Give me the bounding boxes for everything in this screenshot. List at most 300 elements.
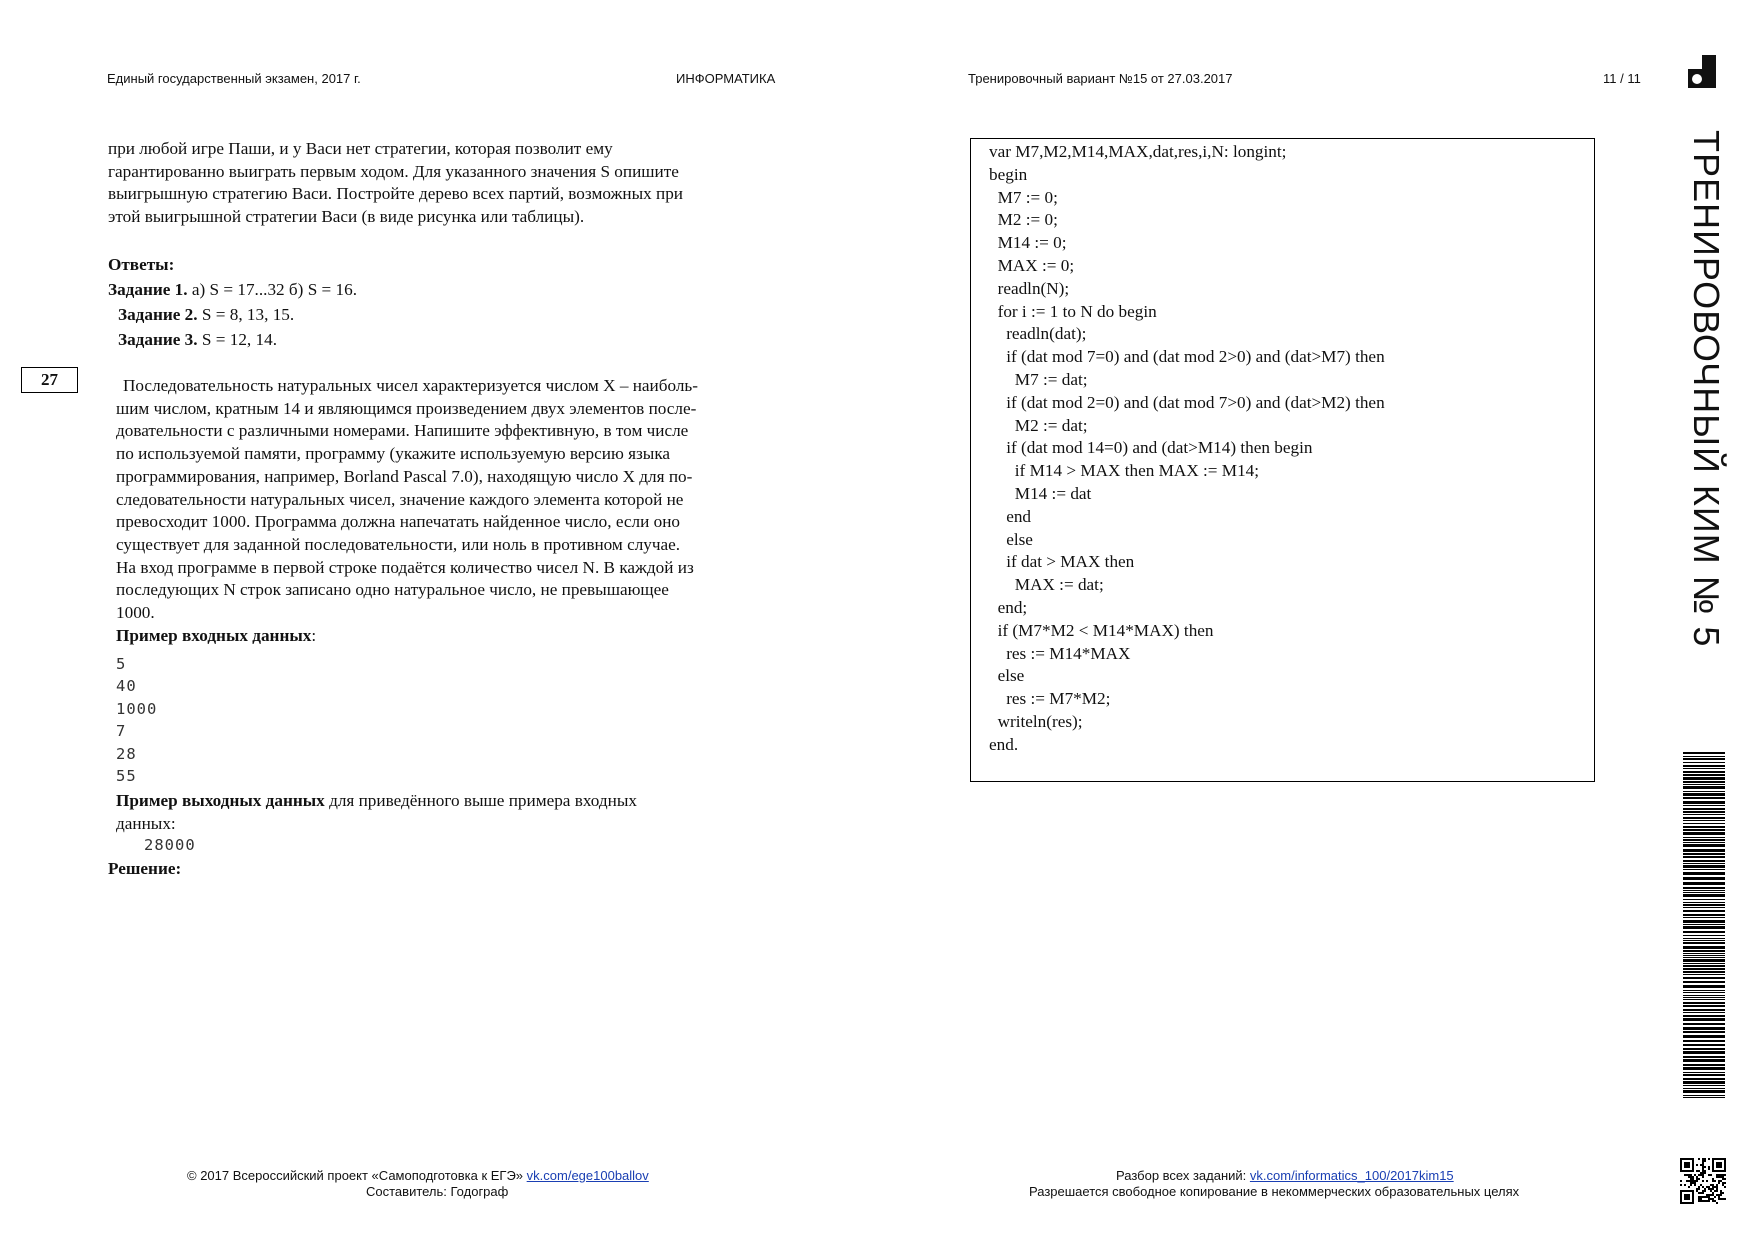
output-example	[116, 790, 637, 835]
code-line: M14 := 0;	[989, 233, 1067, 253]
qr-module	[1690, 1178, 1692, 1180]
qr-module	[1702, 1196, 1704, 1198]
qr-module	[1710, 1194, 1712, 1196]
barcode-bar	[1683, 1064, 1725, 1066]
qr-module	[1720, 1174, 1722, 1176]
barcode-bar	[1683, 931, 1725, 933]
barcode-bar	[1683, 935, 1725, 936]
barcode-bar	[1683, 904, 1725, 906]
qr-module	[1708, 1158, 1710, 1160]
qr-module	[1708, 1168, 1710, 1170]
barcode-bar	[1683, 771, 1725, 773]
qr-module	[1702, 1166, 1704, 1168]
qr-module	[1698, 1186, 1700, 1188]
qr-module	[1702, 1162, 1704, 1164]
qr-module	[1712, 1178, 1714, 1180]
qr-module	[1702, 1174, 1704, 1176]
input-example-heading	[116, 625, 698, 648]
footer-right-line1	[1116, 1168, 1454, 1183]
barcode-bar	[1683, 791, 1725, 792]
qr-module	[1694, 1182, 1696, 1184]
barcode-bar	[1683, 817, 1725, 819]
qr-module	[1706, 1200, 1708, 1202]
barcode-bar	[1683, 1035, 1725, 1038]
qr-module	[1692, 1176, 1694, 1178]
qr-module	[1716, 1188, 1718, 1190]
qr-module	[1690, 1184, 1692, 1186]
barcode-bar	[1683, 869, 1725, 870]
barcode-bar	[1683, 971, 1725, 973]
qr-module	[1708, 1188, 1710, 1190]
qr-module	[1704, 1166, 1706, 1168]
code-line: else	[989, 529, 1033, 549]
qr-module	[1716, 1176, 1718, 1178]
barcode-bar	[1683, 784, 1725, 785]
qr-module	[1700, 1184, 1702, 1186]
code-line: var M7,M2,M14,MAX,dat,res,i,N: longint;	[989, 142, 1287, 161]
qr-module	[1718, 1182, 1720, 1184]
barcode-bar	[1683, 756, 1725, 757]
qr-module	[1690, 1176, 1692, 1178]
qr-module	[1722, 1178, 1724, 1180]
qr-module	[1708, 1194, 1710, 1196]
qr-module	[1700, 1172, 1702, 1174]
barcode-bar	[1683, 1078, 1725, 1080]
barcode-bar	[1683, 781, 1725, 783]
footer-analysis-link[interactable]: vk.com/informatics_100/2017kim15	[1249, 1168, 1454, 1183]
barcode-bar	[1683, 826, 1725, 828]
answer-label: Задание 1.	[108, 280, 188, 299]
qr-module	[1696, 1190, 1698, 1192]
qr-module	[1712, 1188, 1714, 1190]
barcode-bar	[1683, 887, 1725, 889]
answer-text: а) S = 17...32 б) S = 16.	[187, 280, 358, 299]
barcode-bar	[1683, 1018, 1725, 1021]
qr-module	[1724, 1174, 1726, 1176]
qr-module	[1718, 1198, 1720, 1200]
qr-module	[1722, 1192, 1724, 1194]
barcode-bar	[1683, 1097, 1725, 1098]
answers-heading: Ответы:	[108, 255, 175, 274]
qr-module	[1716, 1194, 1718, 1196]
output-example-label: Пример выходных данных	[116, 791, 325, 810]
task-line: Последовательность натуральных чисел характеризуется числом X – наиболь-	[123, 376, 698, 395]
barcode-bar	[1683, 917, 1725, 918]
barcode-bar	[1683, 849, 1725, 852]
qr-module	[1702, 1158, 1704, 1160]
footer-vk-link[interactable]: vk.com/ege100ballov	[526, 1168, 649, 1183]
qr-module	[1710, 1174, 1712, 1176]
qr-module	[1720, 1198, 1722, 1200]
intro-line: при любой игре Паши, и у Васи нет стратегии, которая позволит ему	[108, 139, 613, 158]
footer-author: Составитель: Годограф	[366, 1184, 509, 1199]
qr-module	[1684, 1174, 1686, 1176]
barcode-bar	[1683, 981, 1725, 983]
qr-module	[1698, 1200, 1700, 1202]
barcode-bar	[1683, 842, 1725, 843]
barcode-bar	[1683, 777, 1725, 780]
barcode-bar	[1683, 863, 1725, 864]
qr-module	[1706, 1196, 1708, 1198]
qr-module	[1696, 1178, 1698, 1180]
qr-module	[1696, 1188, 1698, 1190]
qr-module	[1722, 1198, 1724, 1200]
qr-module	[1708, 1174, 1710, 1176]
qr-module	[1718, 1174, 1720, 1176]
footer-analysis-label: Разбор всех заданий:	[1116, 1168, 1250, 1183]
intro-paragraph	[108, 138, 683, 229]
code-line: end;	[989, 597, 1028, 617]
input-value: 28	[116, 744, 137, 763]
barcode-bar	[1683, 1095, 1725, 1096]
task-line: следовательности натуральных чисел, значение каждого элемента которой не	[116, 489, 684, 509]
barcode-bar	[1683, 920, 1725, 923]
qr-module	[1704, 1188, 1706, 1190]
qr-module	[1702, 1172, 1704, 1174]
qr-module	[1710, 1188, 1712, 1190]
qr-module	[1708, 1166, 1710, 1168]
qr-module	[1722, 1182, 1724, 1184]
barcode-bar	[1683, 1012, 1725, 1013]
qr-module	[1704, 1172, 1706, 1174]
task-statement	[116, 375, 698, 647]
qr-module	[1700, 1192, 1702, 1194]
barcode-bar	[1683, 1051, 1725, 1054]
qr-module	[1712, 1186, 1714, 1188]
qr-module	[1712, 1184, 1714, 1186]
qr-module	[1712, 1194, 1714, 1196]
barcode-bar	[1683, 938, 1725, 939]
barcode-bar	[1683, 1040, 1725, 1042]
qr-module	[1716, 1202, 1718, 1204]
barcode-bar	[1683, 942, 1725, 944]
input-value: 7	[116, 722, 127, 741]
vertical-title-text: ТРЕНИРОВОЧНЫЙ КИМ № 5	[1686, 130, 1727, 648]
qr-module	[1702, 1192, 1704, 1194]
barcode-bar	[1683, 1059, 1725, 1062]
qr-module	[1688, 1176, 1690, 1178]
qr-module	[1720, 1194, 1722, 1196]
barcode-bar	[1683, 752, 1725, 754]
code-line: M2 := 0;	[989, 210, 1058, 230]
task-line: программирования, например, Borland Pascal 7.0), находящую число X для по-	[116, 466, 693, 486]
barcode-bar	[1683, 953, 1725, 954]
qr-module	[1680, 1184, 1682, 1186]
qr-module	[1698, 1178, 1700, 1180]
qr-module	[1686, 1180, 1688, 1182]
footer-left-line1	[187, 1168, 649, 1183]
input-value: 40	[116, 677, 137, 696]
task-line: по используемой памяти, программу (укажите используемую версию языка	[116, 444, 671, 464]
code-line: if M14 > MAX then MAX := M14;	[989, 461, 1260, 481]
barcode-bar	[1683, 762, 1725, 763]
barcode-bar	[1683, 1048, 1725, 1050]
qr-module	[1696, 1176, 1698, 1178]
qr-module	[1704, 1196, 1706, 1198]
barcode-bar	[1683, 1088, 1725, 1089]
answer-1	[108, 280, 357, 300]
barcode-bar	[1683, 1023, 1725, 1025]
barcode-bar	[1683, 797, 1725, 799]
barcode-bar	[1683, 768, 1725, 769]
barcode-bar	[1683, 890, 1725, 891]
qr-module	[1680, 1180, 1682, 1182]
qr-module	[1724, 1182, 1726, 1184]
answer-label: Задание 3.	[118, 330, 198, 349]
qr-module	[1716, 1186, 1718, 1188]
code-line: M2 := dat;	[989, 415, 1088, 435]
barcode-bar	[1683, 814, 1725, 815]
intro-line: гарантированно выиграть первым ходом. Для указанного значения S опишите	[108, 161, 679, 181]
barcode-bar	[1683, 894, 1725, 897]
barcode-bar	[1683, 877, 1725, 880]
barcode-bar	[1683, 957, 1725, 958]
qr-module	[1696, 1164, 1698, 1166]
barcode-bar	[1683, 1056, 1725, 1058]
barcode-bar	[1683, 786, 1725, 789]
qr-module	[1720, 1190, 1722, 1192]
task-line: довательности с различными номерами. Напишите эффективную, в том числе	[116, 421, 689, 441]
qr-module	[1714, 1196, 1716, 1198]
output-example-text-2: данных:	[116, 813, 176, 833]
barcode-bar	[1683, 853, 1725, 855]
qr-module	[1708, 1196, 1710, 1198]
qr-module	[1702, 1164, 1704, 1166]
input-value: 1000	[116, 699, 158, 718]
qr-code-icon	[1680, 1158, 1726, 1204]
barcode-bar	[1683, 1090, 1725, 1093]
qr-module	[1684, 1184, 1686, 1186]
barcode-bar	[1683, 963, 1725, 964]
qr-module	[1698, 1170, 1700, 1172]
answer-text: S = 12, 14.	[197, 330, 277, 349]
qr-module	[1710, 1184, 1712, 1186]
qr-module	[1698, 1188, 1700, 1190]
qr-module	[1696, 1170, 1698, 1172]
ege-logo-icon	[1688, 55, 1716, 88]
code-line: writeln(res);	[989, 711, 1083, 731]
task-line: На вход программе в первой строке подаётся количество чисел N. В каждой из	[116, 557, 694, 577]
code-line: if (dat mod 7=0) and (dat mod 2>0) and (dat>M7) then	[989, 347, 1385, 367]
barcode-bar	[1683, 950, 1725, 952]
barcode-bar	[1683, 997, 1725, 998]
header-page-number: 11 / 11	[1603, 71, 1641, 86]
qr-module	[1712, 1200, 1714, 1202]
qr-module	[1722, 1174, 1724, 1176]
qr-module	[1700, 1200, 1702, 1202]
qr-module	[1718, 1180, 1720, 1182]
barcode-bar	[1683, 940, 1725, 941]
barcode-bar	[1683, 805, 1725, 806]
qr-module	[1722, 1176, 1724, 1178]
barcode-bar	[1683, 832, 1725, 835]
barcode-bar	[1683, 907, 1725, 908]
qr-module	[1708, 1186, 1710, 1188]
input-example-colon: :	[311, 625, 317, 645]
vertical-title	[1685, 130, 1729, 648]
barcode-bar	[1683, 801, 1725, 804]
barcode-bar	[1683, 892, 1725, 893]
qr-module	[1688, 1180, 1690, 1182]
qr-module	[1698, 1192, 1700, 1194]
code-line: if (M7*M2 < M14*MAX) then	[989, 620, 1214, 640]
barcode-bar	[1683, 1067, 1725, 1070]
qr-module	[1692, 1178, 1694, 1180]
qr-module	[1710, 1198, 1712, 1200]
input-example-label: Пример входных данных	[116, 625, 312, 645]
barcode-bar	[1683, 992, 1725, 993]
qr-module	[1698, 1198, 1700, 1200]
barcode-bar	[1683, 1009, 1725, 1011]
barcode-bar	[1683, 823, 1725, 824]
code-line: end.	[989, 734, 1019, 754]
qr-module	[1702, 1168, 1704, 1170]
barcode-bar	[1683, 995, 1725, 996]
answer-3	[118, 330, 277, 350]
code-line: M7 := dat;	[989, 369, 1088, 389]
qr-finder	[1684, 1194, 1690, 1200]
code-line: M7 := 0;	[989, 187, 1058, 207]
footer-license: Разрешается свободное копирование в некоммерческих образовательных целях	[1029, 1184, 1520, 1199]
qr-module	[1700, 1164, 1702, 1166]
qr-module	[1714, 1186, 1716, 1188]
barcode-bar	[1683, 1002, 1725, 1004]
qr-module	[1690, 1174, 1692, 1176]
qr-module	[1706, 1186, 1708, 1188]
barcode-bar	[1683, 910, 1725, 912]
qr-module	[1702, 1160, 1704, 1162]
qr-module	[1694, 1184, 1696, 1186]
barcode-bar	[1683, 856, 1725, 858]
barcode-bar	[1683, 1085, 1725, 1086]
intro-line: выигрышную стратегию Васи. Постройте дерево всех партий, возможных при	[108, 184, 683, 204]
barcode-bar	[1683, 902, 1725, 903]
qr-module	[1718, 1194, 1720, 1196]
qr-module	[1704, 1190, 1706, 1192]
qr-module	[1718, 1176, 1720, 1178]
input-example-values	[116, 653, 157, 787]
qr-module	[1714, 1190, 1716, 1192]
qr-module	[1698, 1174, 1700, 1176]
qr-module	[1706, 1180, 1708, 1182]
task-line: последующих N строк записано одно натуральное число, не превышающее	[116, 580, 669, 600]
solution-heading: Решение:	[108, 859, 182, 878]
barcode-bar	[1683, 1015, 1725, 1017]
code-line: if dat > MAX then	[989, 552, 1135, 572]
code-line: if (dat mod 14=0) and (dat>M14) then begin	[989, 438, 1313, 458]
qr-module	[1704, 1158, 1706, 1160]
barcode-bar	[1683, 837, 1725, 838]
barcode-bar	[1683, 808, 1725, 810]
code-listing	[989, 141, 1385, 757]
code-line: res := M7*M2;	[989, 689, 1111, 709]
barcode-bar	[1683, 844, 1725, 847]
code-line: for i := 1 to N do begin	[989, 301, 1157, 321]
code-line: begin	[989, 164, 1028, 184]
qr-module	[1724, 1198, 1726, 1200]
qr-module	[1716, 1184, 1718, 1186]
qr-module	[1704, 1200, 1706, 1202]
qr-module	[1714, 1180, 1716, 1182]
barcode-bar	[1683, 977, 1725, 979]
qr-module	[1698, 1158, 1700, 1160]
qr-module	[1702, 1180, 1704, 1182]
qr-module	[1702, 1190, 1704, 1192]
barcode-bar	[1683, 758, 1725, 760]
qr-module	[1692, 1182, 1694, 1184]
code-line: end	[989, 506, 1032, 526]
task-line: превосходит 1000. Программа должна напечатать найденное число, если оно	[116, 512, 680, 532]
qr-module	[1708, 1200, 1710, 1202]
barcode-bar	[1683, 829, 1725, 831]
qr-module	[1690, 1182, 1692, 1184]
code-line: MAX := 0;	[989, 255, 1075, 275]
barcode-bar	[1683, 774, 1725, 776]
qr-module	[1720, 1192, 1722, 1194]
qr-module	[1692, 1180, 1694, 1182]
qr-module	[1694, 1180, 1696, 1182]
barcode-bar	[1683, 914, 1725, 916]
code-line: else	[989, 666, 1025, 686]
qr-module	[1712, 1180, 1714, 1182]
code-line: readln(N);	[989, 278, 1070, 298]
barcode-bar	[1683, 1044, 1725, 1046]
task-number-box: 27	[21, 367, 78, 393]
code-line: MAX := dat;	[989, 575, 1104, 595]
qr-module	[1704, 1170, 1706, 1172]
barcode-bar	[1683, 1072, 1725, 1073]
qr-module	[1710, 1190, 1712, 1192]
barcode-bar	[1683, 946, 1725, 949]
qr-module	[1706, 1194, 1708, 1196]
input-value: 5	[116, 655, 127, 673]
qr-module	[1698, 1196, 1700, 1198]
barcode-bar	[1683, 899, 1725, 900]
output-example-text: для приведённого выше примера входных	[324, 791, 637, 810]
qr-module	[1688, 1186, 1690, 1188]
output-example-value: 28000	[144, 836, 196, 854]
qr-module	[1700, 1198, 1702, 1200]
barcode-bar	[1683, 959, 1725, 962]
barcode-bar	[1683, 1074, 1725, 1076]
qr-module	[1722, 1184, 1724, 1186]
qr-module	[1690, 1180, 1692, 1182]
barcode-bar	[1683, 974, 1725, 975]
qr-module	[1700, 1196, 1702, 1198]
answer-2	[118, 305, 294, 325]
qr-module	[1720, 1176, 1722, 1178]
barcode-bar	[1683, 860, 1725, 862]
barcode-bar	[1683, 1027, 1725, 1030]
barcode-bar	[1683, 955, 1725, 956]
qr-module	[1704, 1160, 1706, 1162]
barcode-bar	[1683, 793, 1725, 796]
barcode-bar	[1683, 1005, 1725, 1007]
qr-module	[1702, 1170, 1704, 1172]
qr-module	[1702, 1200, 1704, 1202]
qr-module	[1712, 1192, 1714, 1194]
barcode-bar	[1683, 872, 1725, 875]
qr-module	[1702, 1176, 1704, 1178]
barcode-bar	[1683, 965, 1725, 967]
code-line: readln(dat);	[989, 324, 1087, 344]
barcode-bar	[1683, 865, 1725, 868]
barcode-bar	[1683, 1081, 1725, 1084]
qr-module	[1714, 1200, 1716, 1202]
header-variant: Тренировочный вариант №15 от 27.03.2017	[968, 71, 1233, 86]
barcode-icon	[1683, 752, 1725, 1100]
code-line: if (dat mod 2=0) and (dat mod 7>0) and (dat>M2) then	[989, 392, 1385, 412]
